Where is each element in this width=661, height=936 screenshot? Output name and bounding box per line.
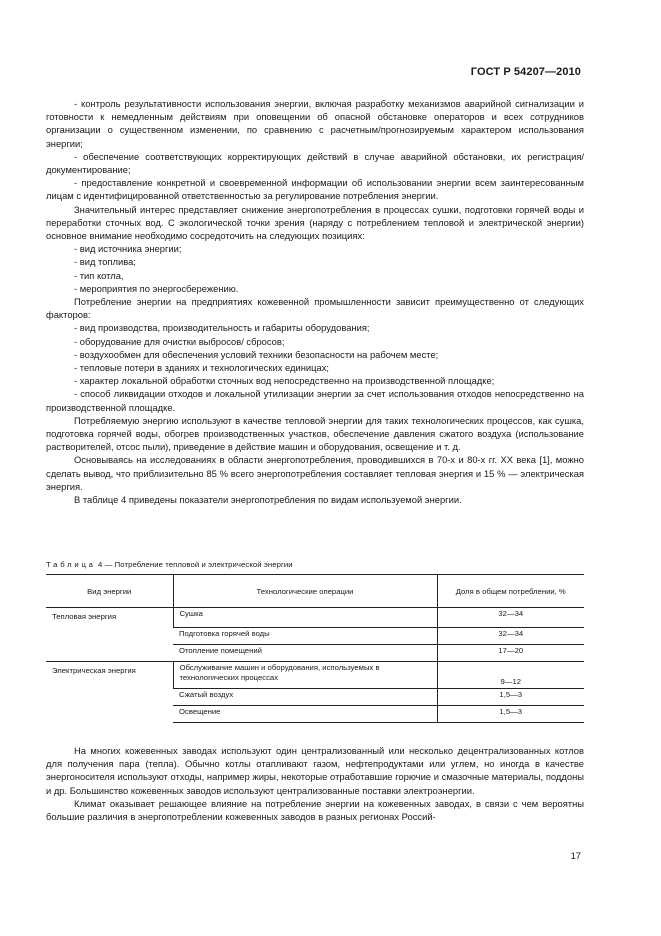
share-cell: 9—12 [437, 662, 584, 689]
energy-type-cell: Тепловая энергия [46, 608, 173, 662]
energy-type-cell: Электрическая энергия [46, 662, 173, 723]
document-header: ГОСТ Р 54207—2010 [470, 66, 581, 78]
list-item: - характер локальной обработки сточных вод непосредственно на производственной площадке; [74, 375, 495, 387]
list-item: - вид топлива; [74, 256, 136, 268]
paragraph: - предоставление конкретной и своевременной информации об использовании энергии всем заинтересованным лицам с идентифицированной ответственностью за регулирование потребления энергии. [46, 177, 584, 202]
table-header-row [46, 575, 584, 608]
list-item: - мероприятия по энергосбережению. [74, 282, 239, 294]
operation-cell: Освещение [173, 706, 437, 723]
list-item: - тип котла, [74, 269, 124, 281]
share-cell: 32—34 [437, 628, 584, 645]
share-cell: 1,5—3 [437, 706, 584, 723]
list-item: - воздухообмен для обеспечения условий техники безопасности на рабочем месте; [74, 348, 439, 360]
list-item: - вид источника энергии; [74, 243, 182, 255]
table-row [46, 662, 584, 689]
table-caption-word: Таблица [46, 560, 96, 569]
table-row [46, 608, 584, 628]
share-cell: 32—34 [437, 608, 584, 628]
paragraph: Климат оказывает решающее влияние на потребление энергии на кожевенных заводах, в связи с чем вероятны большие различия в энергопотреблении кожевенных заводов в разных регионах Россий- [46, 797, 584, 823]
list-item: - тепловые потери в зданиях и технологических единицах; [74, 362, 329, 374]
list-item: - способ ликвидации отходов и локальной утилизации энергии за счет использования отходов непосредственно на производственной площадке. [46, 388, 584, 413]
paragraph: - контроль результативности использования энергии, включая разработку механизмов аварийной сигнализации и готовности к немедленным действиям при оповещении об опасной обстановке операторов и всех сотрудников организации о существенном изменении, по сравнению с расчетным/прогнозируемым характером использования энергии; [46, 98, 584, 149]
list-item: - вид производства, производительность и габариты оборудования; [74, 322, 370, 334]
body-text-bottom [46, 744, 584, 823]
paragraph: В таблице 4 приведены показатели энергопотребления по видам используемой энергии. [74, 494, 462, 506]
page-number: 17 [570, 850, 581, 861]
table-caption-text: 4 — Потребление тепловой и электрической энергии [95, 560, 293, 569]
paragraph: Потребляемую энергию используют в качестве тепловой энергии для таких технологических процессов, как сушка, подготовка горячей воды, обогрев производственных участков, обеспечение давления сжатого воздуха (использование растворителей, отсос пыли), приведение в действие машин и оборудования, освещение и т. д. [46, 414, 584, 453]
paragraph: На многих кожевенных заводах используют один централизованный или несколько децентрализованных котлов для получения пара (тепла). Обычно котлы отапливают газом, нефтепродуктами или углем, но иногда в качестве энергоносителя используют отходы, например жиры, некоторые отработавшие горючие и смазочные материалы, поддоны и др. Большинство кожевенных заводов используют централизованные поставки электроэнергии. [46, 745, 584, 796]
operation-cell: Подготовка горячей воды [173, 628, 437, 645]
column-header: Технологические операции [173, 575, 437, 608]
paragraph: Основываясь на исследованиях в области энергопотребления, проводившихся в 70-х и 80-х гг. XX века [1], можно сделать вывод, что приблизительно 85 % всего энергопотребления составляет тепловая энергия и 15 % — электрическая энергия. [46, 454, 584, 492]
paragraph: - обеспечение соответствующих корректирующих действий в случае аварийной обстановки, их регистрация/документирование; [46, 150, 584, 176]
operation-cell: Обслуживание машин и оборудования, используемых в технологических процессах [173, 662, 437, 689]
operation-cell: Сушка [173, 608, 437, 628]
operation-cell: Сжатый воздух [173, 689, 437, 706]
body-text-top [46, 97, 584, 506]
share-cell: 17—20 [437, 645, 584, 662]
paragraph: Потребление энергии на предприятиях кожевенной промышленности зависит преимущественно от следующих факторов: [46, 296, 584, 321]
operation-cell: Отопление помещений [173, 645, 437, 662]
column-header: Вид энергии [46, 575, 173, 608]
table-caption [46, 560, 293, 569]
energy-table [46, 574, 584, 723]
list-item: - оборудование для очистки выбросов/ сбросов; [74, 335, 285, 347]
paragraph: Значительный интерес представляет снижение энергопотребления в процессах сушки, подготовки горячей воды и переработки сточных вод. С экологической точки зрения (наряду с потреблением тепловой и электрической энергии) основное внимание необходимо сосредоточить на следующих позициях: [46, 203, 584, 242]
column-header: Доля в общем потреблении, % [437, 575, 584, 608]
share-cell: 1,5—3 [437, 689, 584, 706]
